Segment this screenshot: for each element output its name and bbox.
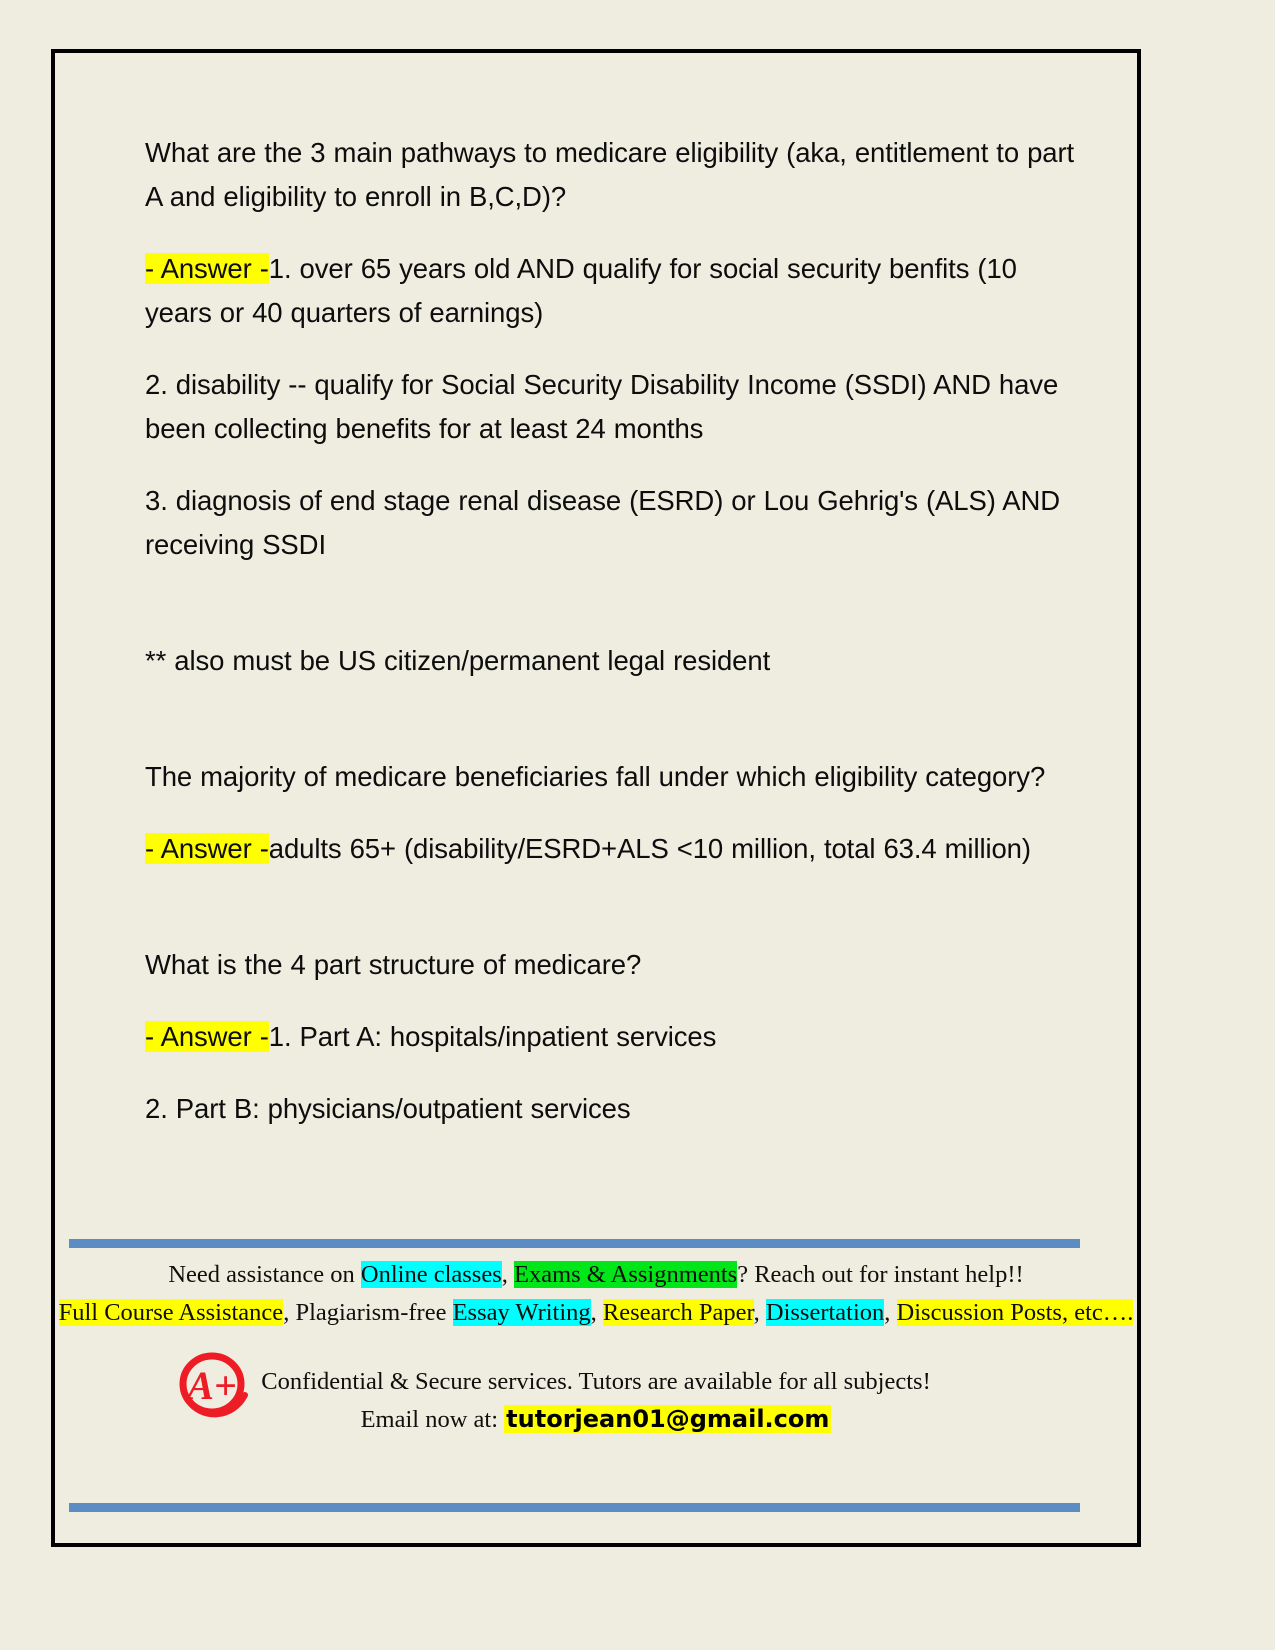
footer-highlight-online-classes: Online classes [360, 1261, 502, 1288]
answer-label-2: - Answer - [145, 833, 269, 864]
answer-1-note: ** also must be US citizen/permanent legal resident [145, 645, 771, 676]
document-body [145, 131, 1085, 1159]
footer-sep-2: , [590, 1299, 603, 1326]
footer-text-plagiarism-free: , Plagiarism-free [283, 1299, 453, 1326]
answer-label-1: - Answer - [145, 253, 269, 284]
footer-email-label: Email now at: [360, 1406, 505, 1433]
footer-sep-1: , [501, 1261, 514, 1288]
footer-email-address[interactable]: tutorjean01@gmail.com [506, 1405, 830, 1433]
promo-footer [55, 1223, 1137, 1543]
footer-highlight-full-course-assistance: Full Course Assistance [58, 1299, 284, 1326]
footer-line-2 [55, 1299, 1137, 1327]
answer-1-text: 1. over 65 years old AND qualify for social security benfits (10 years or 40 quarters of earnings) [145, 253, 1017, 328]
divider-top [69, 1239, 1080, 1248]
svg-text:A+: A+ [187, 1363, 237, 1408]
divider-bottom [69, 1503, 1080, 1512]
question-1: What are the 3 main pathways to medicare eligibility (aka, entitlement to part A and eligibility to enroll in B,C,D)? [145, 137, 1075, 212]
footer-highlight-research-paper: Research Paper [602, 1299, 754, 1326]
answer-1 [145, 247, 1085, 335]
question-3: What is the 4 part structure of medicare? [145, 949, 642, 980]
answer-3 [145, 1015, 1085, 1059]
footer-highlight-essay-writing: Essay Writing [452, 1299, 591, 1326]
blank-line-2 [145, 711, 1085, 755]
footer-highlight-discussion-posts: Discussion Posts, etc…. [896, 1299, 1134, 1326]
document-sheet [51, 49, 1141, 1547]
question-2: The majority of medicare beneficiaries fall under which eligibility category? [145, 761, 1046, 792]
answer-1-item-3: 3. diagnosis of end stage renal disease (ESRD) or Lou Gehrig's (ALS) AND receiving SSDI [145, 485, 1061, 560]
answer-2 [145, 827, 1085, 871]
answer-1-item-2: 2. disability -- qualify for Social Security Disability Income (SSDI) AND have been collecting benefits for at least 24 months [145, 369, 1059, 444]
answer-label-3: - Answer - [145, 1021, 269, 1052]
footer-highlight-dissertation: Dissertation [765, 1299, 885, 1326]
footer-sep-3: , [753, 1299, 766, 1326]
footer-line-3: Confidential & Secure services. Tutors are available for all subjects! [261, 1368, 931, 1395]
footer-text-need-assistance: Need assistance on [168, 1261, 361, 1288]
blank-line-1 [145, 595, 1085, 639]
footer-sep-4: , [884, 1299, 897, 1326]
footer-text-reach-out: ? Reach out for instant help!! [737, 1261, 1024, 1288]
blank-line-3 [145, 899, 1085, 943]
answer-3-text: 1. Part A: hospitals/inpatient services [268, 1021, 717, 1052]
footer-line-1 [55, 1261, 1137, 1289]
answer-3-item-2: 2. Part B: physicians/outpatient services [145, 1093, 631, 1124]
answer-2-text: adults 65+ (disability/ESRD+ALS <10 million, total 63.4 million) [268, 833, 1031, 864]
footer-highlight-exams-assignments: Exams & Assignments [513, 1261, 738, 1288]
footer-line-4 [55, 1405, 1137, 1434]
